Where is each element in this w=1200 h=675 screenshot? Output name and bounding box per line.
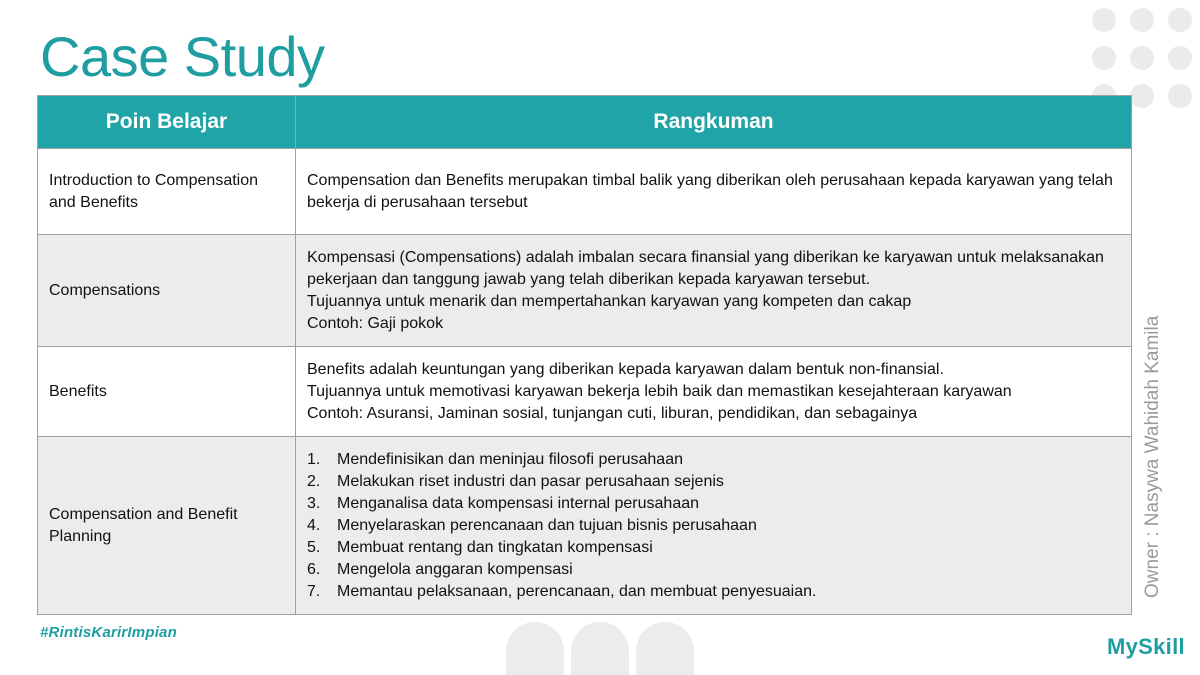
- list-number: 2.: [307, 472, 321, 490]
- point-cell: Introduction to Compensation and Benefits: [38, 149, 296, 235]
- list-text: Mendefinisikan dan meninjau filosofi perusahaan: [337, 450, 683, 468]
- list-number: 3.: [307, 494, 321, 512]
- point-cell: Compensation and Benefit Planning: [38, 437, 296, 615]
- summary-text: Benefits adalah keuntungan yang diberikan kepada karyawan dalam bentuk non-finansial.: [307, 360, 944, 378]
- list-number: 1.: [307, 450, 321, 468]
- table-header-row: [38, 96, 1132, 149]
- owner-credit: Owner : Nasywa Wahidah Kamila: [1142, 315, 1163, 598]
- list-text: Mengelola anggaran kompensasi: [337, 560, 573, 578]
- list-text: Membuat rentang dan tingkatan kompensasi: [337, 538, 653, 556]
- decorative-dot: [1168, 8, 1192, 32]
- list-text: Memantau pelaksanaan, perencanaan, dan membuat penyesuaian.: [337, 582, 817, 600]
- list-text: Melakukan riset industri dan pasar perusahaan sejenis: [337, 472, 724, 490]
- summary-text: Contoh: Asuransi, Jaminan sosial, tunjangan cuti, liburan, pendidikan, dan sebagainya: [307, 404, 918, 422]
- decorative-arch: [571, 622, 629, 675]
- list-number: 4.: [307, 516, 321, 534]
- list-number: 6.: [307, 560, 321, 578]
- summary-cell: [296, 149, 1132, 235]
- decorative-arch: [636, 622, 694, 675]
- decorative-dot: [1130, 84, 1154, 108]
- list-text: Menganalisa data kompensasi internal perusahaan: [337, 494, 700, 512]
- list-item: [307, 559, 1120, 581]
- page-title: Case Study: [40, 25, 325, 88]
- list-number: 7.: [307, 582, 321, 600]
- decorative-arch: [506, 622, 564, 675]
- decorative-dot: [1092, 46, 1116, 70]
- column-header-point: Poin Belajar: [38, 96, 296, 149]
- summary-text: Kompensasi (Compensations) adalah imbalan secara finansial yang diberikan ke karyawan untuk melaksanakan pekerjaan dan tanggung jawab yang telah diberikan kepada karyawan tersebut.: [307, 248, 1104, 288]
- list-item: [307, 493, 1120, 515]
- table-row: [38, 347, 1132, 437]
- list-text: Menyelaraskan perencanaan dan tujuan bisnis perusahaan: [337, 516, 757, 534]
- summary-cell: [296, 347, 1132, 437]
- list-item: [307, 515, 1120, 537]
- decorative-dot: [1130, 46, 1154, 70]
- summary-cell: [296, 437, 1132, 615]
- decorative-dot: [1092, 8, 1116, 32]
- summary-text: Tujuannya untuk menarik dan mempertahankan karyawan yang kompeten dan cakap: [307, 292, 912, 310]
- list-item: [307, 537, 1120, 559]
- decorative-dot: [1130, 8, 1154, 32]
- column-header-summary: Rangkuman: [296, 96, 1132, 149]
- point-cell: Benefits: [38, 347, 296, 437]
- list-item: [307, 449, 1120, 471]
- hashtag-label: #RintisKarirImpian: [40, 624, 177, 641]
- summary-text: Tujuannya untuk memotivasi karyawan bekerja lebih baik dan memastikan kesejahteraan karyawan: [307, 382, 1012, 400]
- myskill-logo: MySkill: [1107, 634, 1185, 659]
- case-study-table: [37, 95, 1132, 615]
- table-row: [38, 235, 1132, 347]
- list-number: 5.: [307, 538, 321, 556]
- list-item: [307, 581, 1120, 603]
- decorative-dot: [1168, 84, 1192, 108]
- table-row: [38, 437, 1132, 615]
- list-item: [307, 471, 1120, 493]
- summary-cell: [296, 235, 1132, 347]
- summary-text: Compensation dan Benefits merupakan timbal balik yang diberikan oleh perusahaan kepada karyawan yang telah bekerja di perusahaan tersebut: [307, 171, 1113, 211]
- table-row: [38, 149, 1132, 235]
- point-cell: Compensations: [38, 235, 296, 347]
- decorative-dot: [1168, 46, 1192, 70]
- planning-steps-list: [307, 449, 1120, 603]
- summary-text: Contoh: Gaji pokok: [307, 314, 444, 332]
